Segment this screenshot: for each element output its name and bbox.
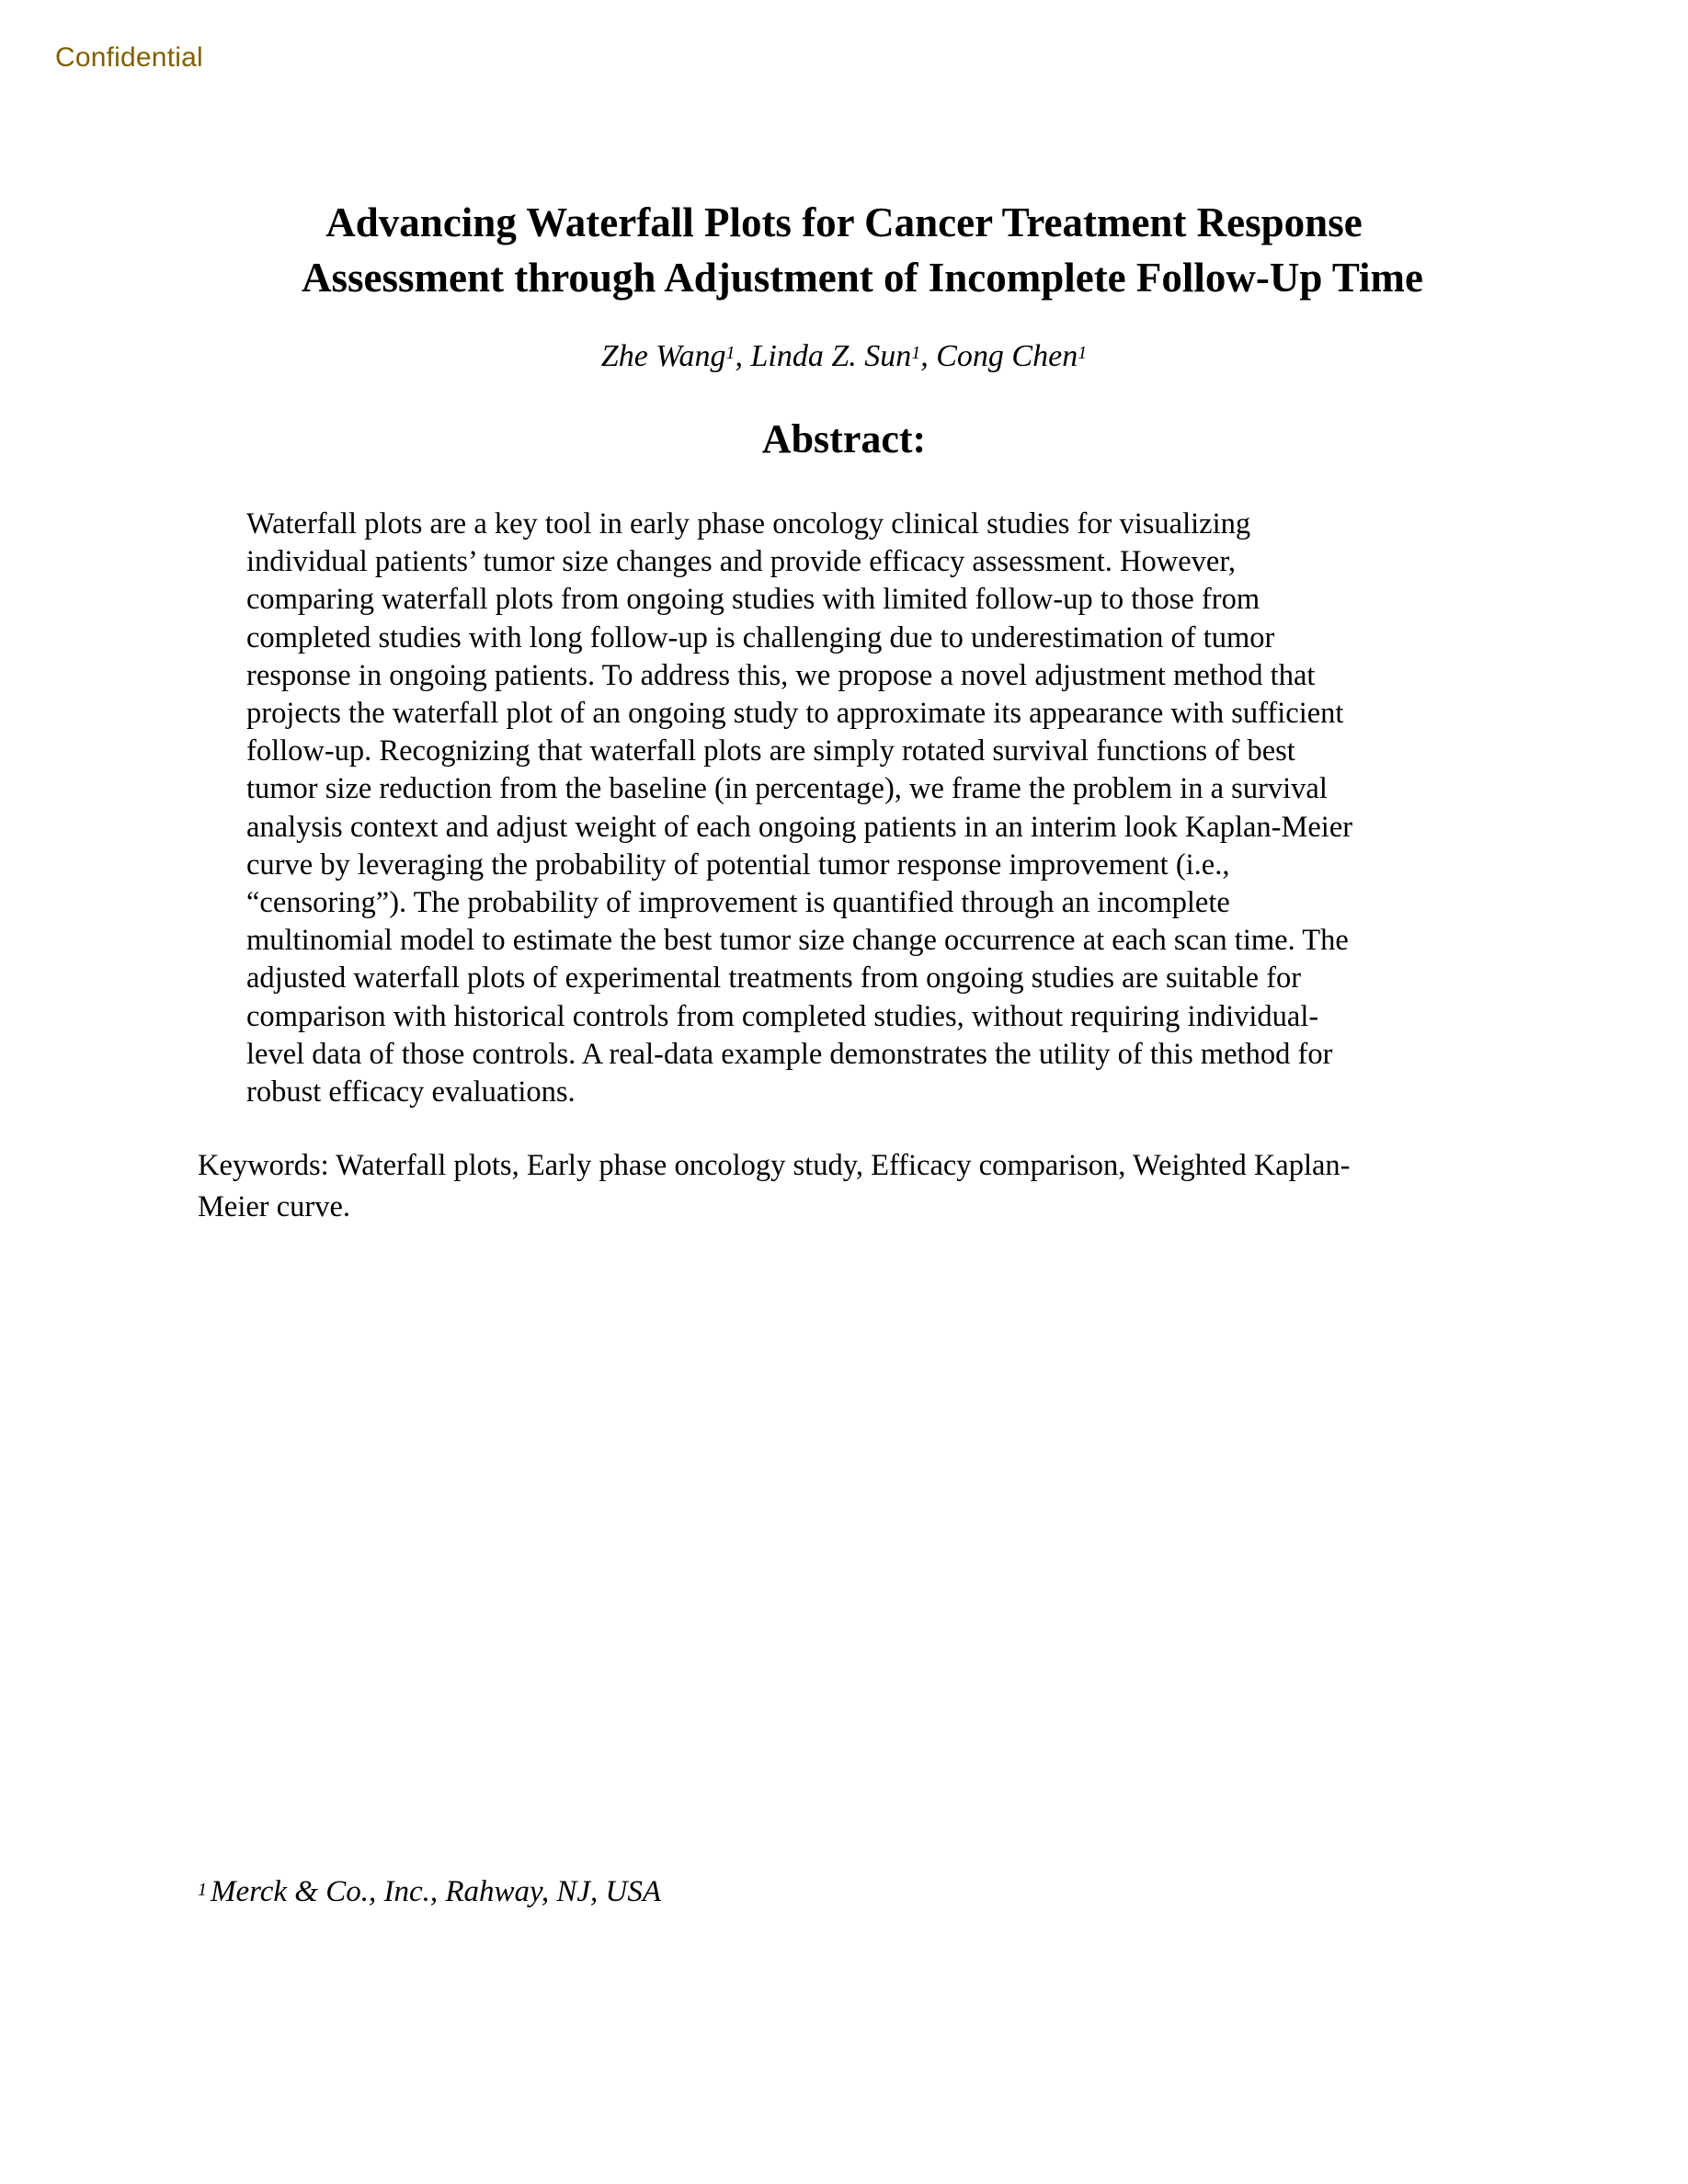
author-name: Cong Chen [936,339,1078,373]
abstract-body [246,506,1469,1111]
abstract-line: “censoring”). The probability of improvement is quantified through an incomplete [246,886,1230,920]
abstract-line: level data of those controls. A real-data example demonstrates the utility of this method for [246,1037,1333,1071]
abstract-line: Waterfall plots are a key tool in early phase oncology clinical studies for visualizing [246,507,1251,540]
abstract-line: follow-up. Recognizing that waterfall plots are simply rotated survival functions of best [246,734,1295,768]
abstract-line: adjusted waterfall plots of experimental treatments from ongoing studies are suitable for [246,961,1302,995]
affiliation-text: Merck & Co., Inc., Rahway, NJ, USA [211,1875,662,1908]
abstract-line: multinomial model to estimate the best tumor size change occurrence at each scan time. The [246,924,1349,958]
abstract-line: comparing waterfall plots from ongoing studies with limited follow-up to those from [246,583,1260,617]
author-name: Zhe Wang [600,339,726,373]
abstract-line: curve by leveraging the probability of potential tumor response improvement (i.e., [246,847,1230,882]
confidential-label: Confidential [55,42,203,73]
affiliation-mark: 1 [1078,343,1088,363]
keywords [198,1145,1503,1228]
title-line-2: Assessment through Adjustment of Incomplete Follow-Up Time [301,255,1424,301]
affiliation-mark: 1 [198,1880,207,1900]
affiliation-mark: 1 [911,343,921,363]
paper-title [0,195,1688,305]
author-separator: , [735,339,751,373]
author-separator: , [920,339,937,373]
author-name: Linda Z. Sun [750,339,912,373]
abstract-line: tumor size reduction from the baseline (in percentage), we frame the problem in a survival [246,772,1328,806]
abstract-line: comparison with historical controls from completed studies, without requiring individual- [246,999,1319,1033]
abstract-line: individual patients’ tumor size changes and provide efficacy assessment. However, [246,545,1236,579]
abstract-line: robust efficacy evaluations. [246,1075,576,1109]
title-line-1: Advancing Waterfall Plots for Cancer Treatment Response [325,199,1363,245]
keywords-line: Keywords: Waterfall plots, Early phase oncology study, Efficacy comparison, Weighted Kaplan- [198,1149,1351,1182]
keywords-line: Meier curve. [198,1190,351,1223]
abstract-line: analysis context and adjust weight of each ongoing patients in an interim look Kaplan-Meier [246,810,1353,844]
affiliation-footnote [198,1871,661,1912]
abstract-heading: Abstract: [761,416,927,461]
abstract-line: projects the waterfall plot of an ongoing study to approximate its appearance with sufficient [246,697,1344,731]
abstract-line: completed studies with long follow-up is challenging due to underestimation of tumor [246,620,1275,654]
author-list [0,336,1688,377]
abstract-line: response in ongoing patients. To address this, we propose a novel adjustment method that [246,658,1316,692]
affiliation-mark: 1 [725,343,736,363]
